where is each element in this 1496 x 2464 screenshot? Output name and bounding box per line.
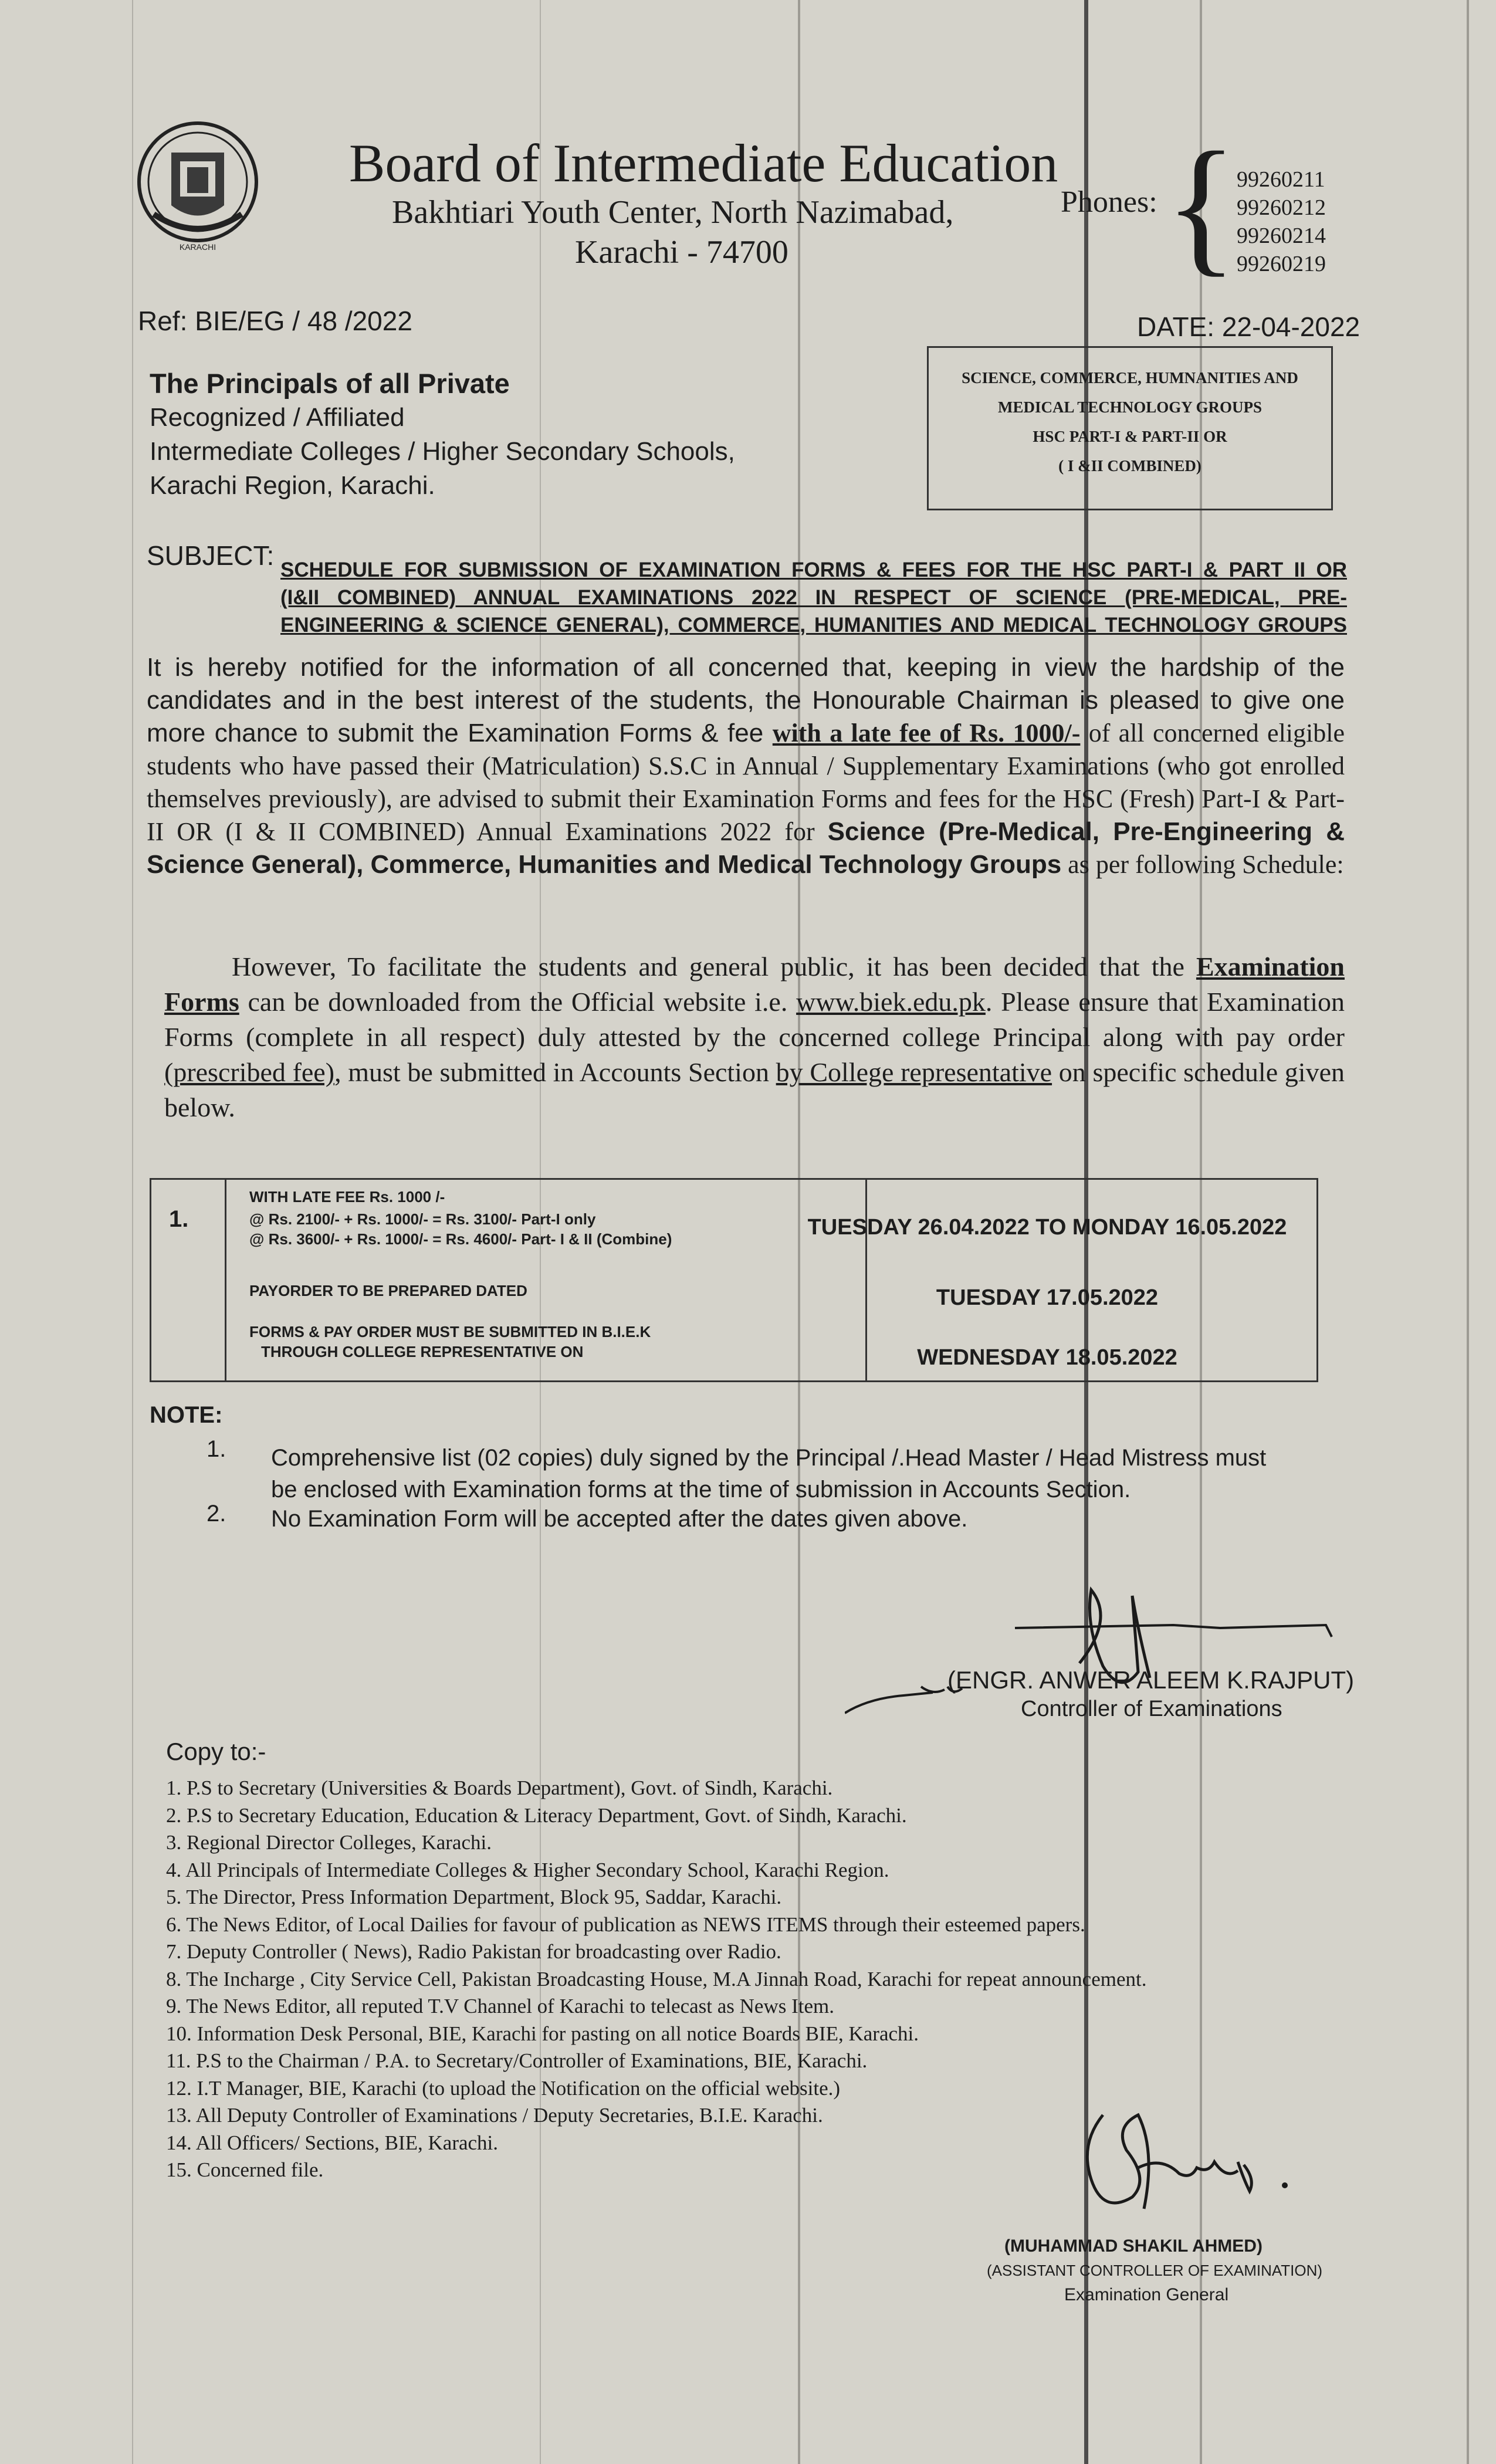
copy-to-item: 1. P.S to Secretary (Universities & Boards Department), Govt. of Sindh, Karachi. [166, 1776, 833, 1799]
copy-to-item: 14. All Officers/ Sections, BIE, Karachi. [166, 2131, 499, 2154]
website-link[interactable]: www.biek.edu.pk [796, 987, 986, 1017]
note-label: NOTE: [150, 1402, 223, 1428]
notice-paragraph-2 [164, 949, 1345, 1125]
copy-to-item: 6. The News Editor, of Local Dailies for favour of publication as NEWS ITEMS through their esteemed papers. [166, 1913, 1085, 1936]
submit-date: WEDNESDAY 18.05.2022 [917, 1345, 1177, 1370]
addressee-line: Intermediate Colleges / Higher Secondary Schools, [150, 437, 735, 466]
addressee-line: The Principals of all Private [150, 368, 510, 399]
para2-text: on specific schedule given below. [164, 1057, 1345, 1122]
para2-text: , must be submitted in Accounts Section [334, 1057, 776, 1087]
notice-paragraph-1 [147, 651, 1345, 881]
fee-dates: TUESDAY 26.04.2022 TO MONDAY 16.05.2022 [807, 1215, 1287, 1240]
para2-text: can be downloaded from the Official website i.e. [239, 987, 797, 1017]
para1-text: as per following Schedule: [1061, 850, 1344, 879]
payorder-label: PAYORDER TO BE PREPARED DATED [249, 1282, 527, 1299]
fee-line: @ Rs. 3600/- + Rs. 1000/- = Rs. 4600/- Part- I & II (Combine) [249, 1230, 672, 1248]
phone-number: 99260212 [1237, 195, 1326, 220]
para1-text: of all concerned eligible students who have passed their (Matriculation) S.S.C in Annual / Supplementary Examinations (who got enrolled themselves previously), are advised to submit their Examination Forms and fees for the HSC (Fresh) Part-I & Part-II OR (I & II COMBINED) Annual Examinations 2022 for [147, 719, 1345, 846]
board-address: Bakhtiari Youth Center, North Nazimabad, [392, 194, 954, 231]
para1-text: It is hereby notified for the information of all concerned that, keeping in view the hardship of the candidates and in the best interest of the students, the Honourable Chairman is pleased to give one more chance to submit the Examination Forms & fee [147, 653, 1345, 747]
copy-to-list [166, 1775, 1146, 2184]
seal-text: KARACHI [179, 242, 216, 252]
phones-label: Phones: [1061, 185, 1157, 219]
controller-name: (ENGR. ANWER ALEEM K.RAJPUT) [947, 1666, 1355, 1694]
fee-line: @ Rs. 2100/- + Rs. 1000/- = Rs. 3100/- Part-I only [249, 1210, 596, 1228]
copy-to-item: 10. Information Desk Personal, BIE, Karachi for pasting on all notice Boards BIE, Karachi. [166, 2022, 919, 2045]
groups-line: SCIENCE, COMMERCE, HUMNANITIES AND [962, 369, 1298, 387]
board-name: Board of Intermediate Education [349, 133, 1058, 193]
groups-bold-text: Science (Pre-Medical, Pre-Engineering & Science General), Commerce, Humanities and Medical Technology Groups [147, 817, 1345, 879]
note-number: 1. [207, 1436, 226, 1462]
copy-to-label: Copy to:- [166, 1738, 266, 1765]
letter-date: DATE: 22-04-2022 [1137, 312, 1360, 342]
copy-to-item: 7. Deputy Controller ( News), Radio Pakistan for broadcasting over Radio. [166, 1940, 781, 1963]
schedule-number-cell [151, 1180, 226, 1380]
schedule-label-cell [225, 1180, 867, 1380]
copy-to-item: 2. P.S to Secretary Education, Education & Literacy Department, Govt. of Sindh, Karachi. [166, 1803, 907, 1827]
phone-list [1237, 165, 1326, 278]
subject-line: ENGINEERING & SCIENCE GENERAL), COMMERCE, HUMANITIES AND MEDICAL TECHNOLOGY GROUPS [280, 614, 1347, 637]
copy-to-item: 9. The News Editor, all reputed T.V Channel of Karachi to telecast as News Item. [166, 1995, 835, 2018]
reference-number: Ref: BIE/EG / 48 /2022 [138, 306, 412, 336]
copy-to-item: 15. Concerned file. [166, 2158, 324, 2181]
phone-number: 99260219 [1237, 252, 1326, 276]
assistant-controller-dept: Examination General [1064, 2285, 1229, 2304]
note-text: No Examination Form will be accepted after the dates given above. [271, 1506, 968, 1532]
note-text: Comprehensive list (02 copies) duly signed by the Principal /.Head Master / Head Mistress must be enclosed with Examination forms at the time of submission in Accounts Section. [271, 1445, 1267, 1502]
submit-label: FORMS & PAY ORDER MUST BE SUBMITTED IN B.I.E.K [249, 1323, 651, 1341]
assistant-controller-title: (ASSISTANT CONTROLLER OF EXAMINATION) [987, 2262, 1323, 2279]
copy-to-item: 11. P.S to the Chairman / P.A. to Secretary/Controller of Examinations, BIE, Karachi. [166, 2049, 868, 2072]
scan-line [1467, 0, 1469, 2464]
groups-box [927, 346, 1333, 510]
subject-line: (I&II COMBINED) ANNUAL EXAMINATIONS 2022 IN RESPECT OF SCIENCE (PRE-MEDICAL, PRE- [280, 586, 1347, 609]
prescribed-fee-text: (prescribed fee) [164, 1057, 335, 1087]
copy-to-item: 8. The Incharge , City Service Cell, Pakistan Broadcasting House, M.A Jinnah Road, Karachi for repeat announcement. [166, 1967, 1147, 1991]
brace-symbol: { [1165, 121, 1238, 290]
late-fee-text: with a late fee of Rs. 1000/- [772, 719, 1081, 747]
phone-number: 99260211 [1237, 167, 1325, 192]
addressee-block [150, 367, 735, 503]
copy-to-item: 12. I.T Manager, BIE, Karachi (to upload the Notification on the official website.) [166, 2076, 841, 2100]
groups-line: HSC PART-I & PART-II OR [1033, 428, 1227, 445]
board-seal-logo [130, 117, 265, 258]
para2-text: . Please ensure that Examination Forms (complete in all respect) duly attested by the concerned college Principal along with pay order [164, 987, 1345, 1052]
groups-line: MEDICAL TECHNOLOGY GROUPS [997, 398, 1263, 416]
copy-to-item: 13. All Deputy Controller of Examinations / Deputy Secretaries, B.I.E. Karachi. [166, 2104, 823, 2127]
copy-to-item: 5. The Director, Press Information Department, Block 95, Saddar, Karachi. [166, 1886, 782, 1908]
assistant-controller-name: (MUHAMMAD SHAKIL AHMED) [1004, 2236, 1263, 2256]
schedule-number: 1. [169, 1206, 189, 1232]
schedule-table [150, 1178, 1318, 1382]
subject-line: SCHEDULE FOR SUBMISSION OF EXAMINATION FORMS & FEES FOR THE HSC PART-I & PART II OR [280, 559, 1347, 581]
controller-title: Controller of Examinations [1021, 1697, 1282, 1721]
addressee-line: Recognized / Affiliated [150, 403, 405, 432]
copy-to-item: 4. All Principals of Intermediate Colleges & Higher Secondary School, Karachi Region. [166, 1858, 889, 1881]
groups-line: ( I &II COMBINED) [1058, 457, 1201, 475]
subject-text [280, 556, 1347, 639]
para2-text: However, To facilitate the students and general public, it has been decided that the [232, 952, 1196, 981]
addressee-line: Karachi Region, Karachi. [150, 471, 435, 500]
submit-label: THROUGH COLLEGE REPRESENTATIVE ON [261, 1343, 584, 1360]
subject-label: SUBJECT: [147, 540, 275, 571]
payorder-date: TUESDAY 17.05.2022 [936, 1285, 1159, 1310]
phone-number: 99260214 [1237, 224, 1326, 248]
copy-to-item: 3. Regional Director Colleges, Karachi. [166, 1831, 492, 1854]
scan-line [132, 0, 133, 2464]
exam-forms-text: Examination Forms [164, 952, 1345, 1017]
note-number: 2. [207, 1501, 226, 1527]
board-city: Karachi - 74700 [575, 234, 788, 270]
fee-title: WITH LATE FEE Rs. 1000 /- [249, 1188, 445, 1206]
by-college-text: by College representative [776, 1057, 1052, 1087]
assistant-controller-signature [1068, 2091, 1302, 2232]
